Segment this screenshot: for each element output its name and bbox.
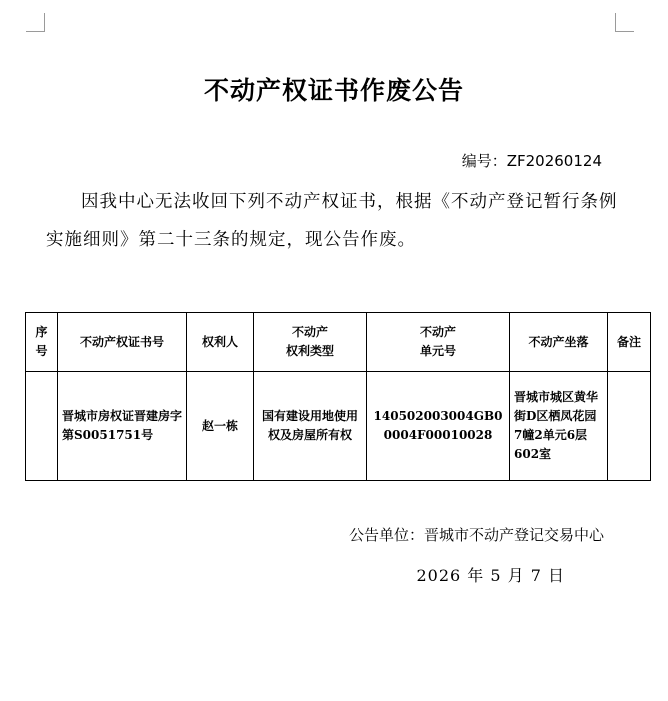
- header-cert-no: 不动产权证书号: [58, 313, 187, 372]
- header-remark: 备注: [608, 313, 651, 372]
- voided-certificates-table: [25, 312, 651, 481]
- header-owner: 权利人: [187, 313, 254, 372]
- header-location: 不动产坐落: [510, 313, 608, 372]
- header-index: 序号: [26, 313, 58, 372]
- cell-cert-no: 晋城市房权证晋建房字第S0051751号: [58, 372, 187, 481]
- notice-title: 不动产权证书作废公告: [203, 76, 464, 105]
- notice-date: 2026 年 5 月 7 日: [416, 566, 565, 585]
- table-header-row: [26, 313, 651, 372]
- cell-owner: 赵一栋: [187, 372, 254, 481]
- header-unit-no: 不动产 单元号: [367, 313, 510, 372]
- table-row: [26, 372, 651, 481]
- cell-location: 晋城市城区黄华街D区栖凤花园7幢2单元6层602室: [510, 372, 608, 481]
- cell-remark: [608, 372, 651, 481]
- notice-body-text: 因我中心无法收回下列不动产权证书，根据《不动产登记暂行条例实施细则》第二十三条的规定，现公告作废。: [46, 192, 618, 250]
- page-corner-mark-top-left: [26, 13, 45, 32]
- notice-serial-number: 编号：ZF20260124: [461, 152, 602, 170]
- cell-index: [26, 372, 58, 481]
- cell-right-type: 国有建设用地使用权及房屋所有权: [254, 372, 367, 481]
- page-corner-mark-top-right: [615, 13, 634, 32]
- header-right-type: 不动产 权利类型: [254, 313, 367, 372]
- cell-unit-no: 140502003004GB00004F00010028: [367, 372, 510, 481]
- publisher-line: 公告单位：晋城市不动产登记交易中心: [348, 526, 604, 544]
